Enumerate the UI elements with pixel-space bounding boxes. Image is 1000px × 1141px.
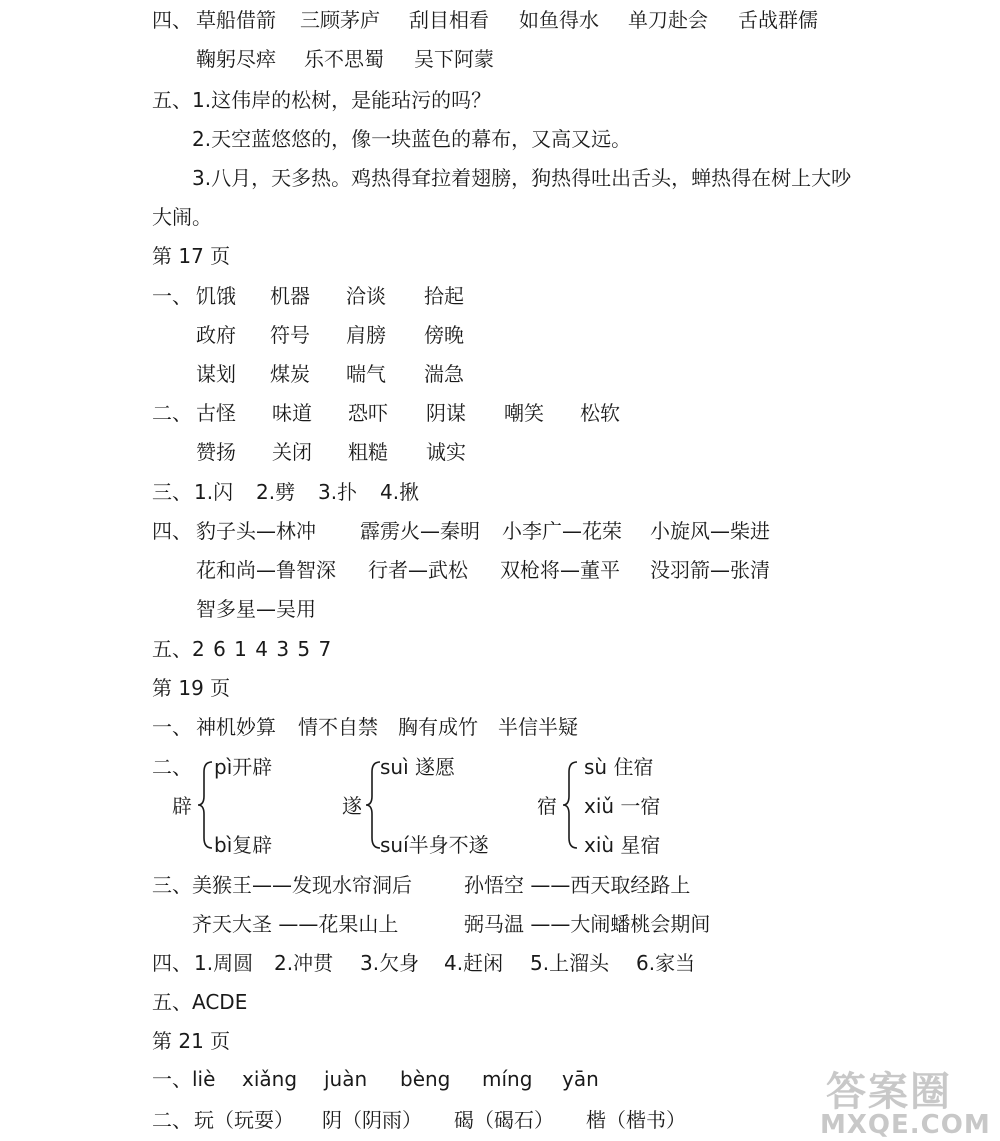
p21-s1 xyxy=(152,1067,599,1091)
brace-icon xyxy=(561,760,579,850)
section-label: 二、 xyxy=(152,1108,192,1132)
polyphone-reading: xiǔ 一宿 xyxy=(584,794,661,818)
p17-s5 xyxy=(152,637,332,661)
p19-s3-row1 xyxy=(152,873,691,897)
p17-s4-row1 xyxy=(152,519,770,543)
word: 政府 xyxy=(196,323,236,347)
idiom: 舌战群儒 xyxy=(738,8,818,32)
word: 松软 xyxy=(580,401,620,425)
word: 谋划 xyxy=(196,362,236,386)
p21-title: 第 21 页 xyxy=(152,1029,231,1053)
section-label: 五、 xyxy=(152,990,192,1014)
section-label: 五、 xyxy=(152,637,192,661)
idiom: 半信半疑 xyxy=(498,715,578,739)
idiom: 胸有成竹 xyxy=(398,715,478,739)
polyphone-reading: suí半身不遂 xyxy=(380,833,489,857)
p19-s5 xyxy=(152,990,247,1014)
p19-s4 xyxy=(152,951,696,975)
idiom: 三顾茅庐 xyxy=(300,8,380,32)
choice-answer: ACDE xyxy=(192,990,248,1014)
word: 肩膀 xyxy=(346,323,386,347)
polyphone-char: 宿 xyxy=(537,794,557,818)
brace-icon xyxy=(196,760,214,850)
word-group: 楷（楷书） xyxy=(586,1108,686,1132)
section-label: 四、 xyxy=(152,951,192,975)
section-label: 三、 xyxy=(152,873,192,897)
p17-s4-row3 xyxy=(196,597,316,621)
word: 恐吓 xyxy=(348,401,388,425)
idiom: 草船借箭 xyxy=(196,8,276,32)
p17-s1-row1 xyxy=(152,284,464,308)
section-label: 一、 xyxy=(152,715,192,739)
p16-s5-item3: 3.八月，天多热。鸡热得耷拉着翅膀，狗热得吐出舌头，蝉热得在树上大吵 xyxy=(192,166,852,190)
polyphone-char: 辟 xyxy=(172,794,192,818)
answer: 2.劈 xyxy=(256,480,296,504)
pinyin: juàn xyxy=(324,1067,368,1091)
word: 阴谋 xyxy=(426,401,466,425)
pinyin: míng xyxy=(482,1067,533,1091)
p21-s2 xyxy=(152,1108,686,1132)
word: 赞扬 xyxy=(196,440,236,464)
section-label: 五、 xyxy=(152,88,192,112)
word: 湍急 xyxy=(424,362,464,386)
idiom: 单刀赴会 xyxy=(628,8,708,32)
section-label: 四、 xyxy=(152,519,192,543)
idiom: 刮目相看 xyxy=(409,8,489,32)
pinyin: yān xyxy=(562,1067,599,1091)
word: 拾起 xyxy=(424,284,464,308)
word-group: 玩（玩耍） xyxy=(194,1108,294,1132)
answer: 4.赶闲 xyxy=(444,951,504,975)
p16-s5-item3-cont: 大闹。 xyxy=(152,205,212,229)
word-group: 阴（阴雨） xyxy=(322,1108,422,1132)
word: 符号 xyxy=(270,323,310,347)
match-pair: 美猴王——发现水帘洞后 xyxy=(192,873,412,897)
p19-s1 xyxy=(152,715,578,739)
word: 嘲笑 xyxy=(504,401,544,425)
p19-s3-row2 xyxy=(192,912,711,936)
idiom: 鞠躬尽瘁 xyxy=(196,47,276,71)
section-label: 二、 xyxy=(152,401,192,425)
answer: 3.扑 xyxy=(318,480,358,504)
section-label: 一、 xyxy=(152,284,192,308)
word: 傍晚 xyxy=(424,323,464,347)
polyphone-reading: pì开辟 xyxy=(214,755,273,779)
idiom: 情不自禁 xyxy=(298,715,378,739)
p19-title: 第 19 页 xyxy=(152,676,231,700)
pinyin: liè xyxy=(192,1067,216,1091)
polyphone-char: 遂 xyxy=(342,794,362,818)
p16-s5-item1 xyxy=(152,88,491,112)
word: 味道 xyxy=(272,401,312,425)
word: 饥饿 xyxy=(196,284,236,308)
idiom: 神机妙算 xyxy=(196,715,276,739)
idiom: 吴下阿蒙 xyxy=(414,47,494,71)
word: 煤炭 xyxy=(270,362,310,386)
pinyin: xiǎng xyxy=(242,1067,298,1091)
nickname-pair: 霹雳火—秦明 xyxy=(360,519,480,543)
idiom: 乐不思蜀 xyxy=(304,47,384,71)
watermark-logo: 答案圈 xyxy=(826,1069,952,1115)
p16-s5-item2: 2.天空蓝悠悠的，像一块蓝色的幕布，又高又远。 xyxy=(192,127,632,151)
nickname-pair: 智多星—吴用 xyxy=(196,597,316,621)
word-group: 碣（碣石） xyxy=(454,1108,554,1132)
pinyin: bèng xyxy=(400,1067,451,1091)
answer: 6.家当 xyxy=(636,951,696,975)
sentence: 1.这伟岸的松树，是能玷污的吗？ xyxy=(192,88,492,112)
nickname-pair: 行者—武松 xyxy=(368,558,468,582)
idiom: 如鱼得水 xyxy=(519,8,599,32)
nickname-pair: 小旋风—柴进 xyxy=(650,519,770,543)
order-answer: 2 6 1 4 3 5 7 xyxy=(192,637,333,661)
section-label: 四、 xyxy=(152,8,192,32)
answer: 1.闪 xyxy=(194,480,234,504)
match-pair: 孙悟空 ——西天取经路上 xyxy=(464,873,691,897)
word: 机器 xyxy=(270,284,310,308)
section-label: 三、 xyxy=(152,480,192,504)
answer: 5.上溜头 xyxy=(530,951,610,975)
p17-s3 xyxy=(152,480,420,504)
polyphone-reading: suì 遂愿 xyxy=(380,755,456,779)
word: 关闭 xyxy=(272,440,312,464)
match-pair: 齐天大圣 ——花果山上 xyxy=(192,912,399,936)
nickname-pair: 豹子头—林冲 xyxy=(196,519,316,543)
word: 古怪 xyxy=(196,401,236,425)
p17-s2-row1 xyxy=(152,401,620,425)
polyphone-reading: xiù 星宿 xyxy=(584,833,661,857)
nickname-pair: 小李广—花荣 xyxy=(502,519,622,543)
nickname-pair: 双枪将—董平 xyxy=(500,558,620,582)
answer: 1.周圆 xyxy=(194,951,254,975)
word: 喘气 xyxy=(346,362,386,386)
polyphone-reading: sù 住宿 xyxy=(584,755,654,779)
p16-s4-row1 xyxy=(152,8,818,32)
answer: 2.冲贯 xyxy=(274,951,334,975)
word: 诚实 xyxy=(426,440,466,464)
word: 洽谈 xyxy=(346,284,386,308)
nickname-pair: 花和尚—鲁智深 xyxy=(196,558,336,582)
match-pair: 弼马温 ——大闹蟠桃会期间 xyxy=(464,912,711,936)
polyphone-reading: bì复辟 xyxy=(214,833,273,857)
p19-s2-label: 二、 xyxy=(152,755,192,779)
section-label: 一、 xyxy=(152,1067,192,1091)
nickname-pair: 没羽箭—张清 xyxy=(650,558,770,582)
answer: 4.揪 xyxy=(380,480,420,504)
answer: 3.欠身 xyxy=(360,951,420,975)
watermark-url: MXQE.COM xyxy=(820,1110,991,1140)
p17-title: 第 17 页 xyxy=(152,244,231,268)
word: 粗糙 xyxy=(348,440,388,464)
